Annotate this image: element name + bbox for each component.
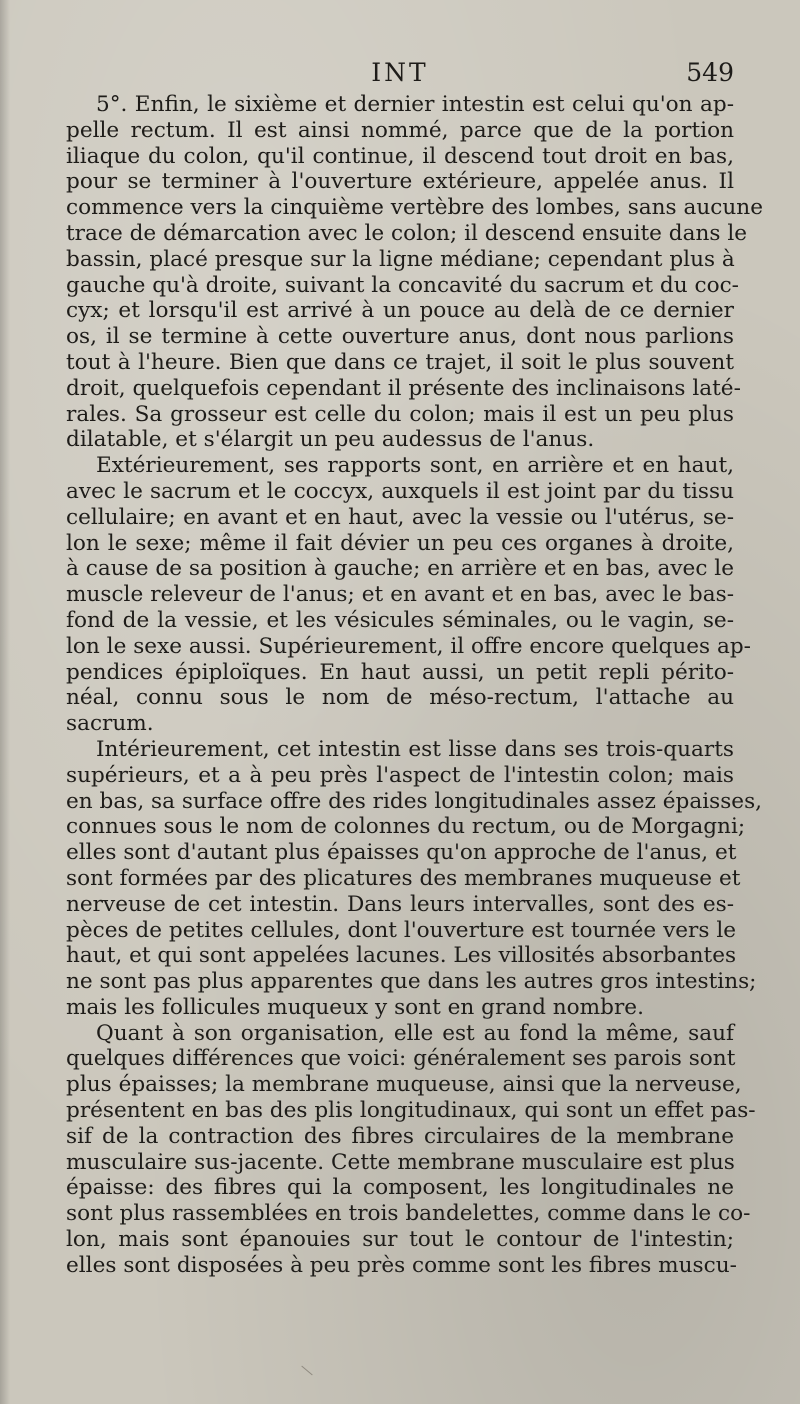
text-line: sacrum. [66,711,154,737]
text-line: Quant à son organisation, elle est au fond la même, sauf [96,1020,734,1046]
text-line: sont plus rassemblées en trois bandelettes, comme dans le co- [66,1201,751,1227]
page-gutter-shadow [0,0,10,1404]
text-line: mais les follicules muqueux y sont en grand nombre. [66,994,644,1020]
text-line: lon, mais sont épanouies sur tout le contour de l'intestin; [66,1227,734,1253]
text-line: tout à l'heure. Bien que dans ce trajet, il soit le plus souvent [66,349,734,375]
text-line: quelques différences que voici: généralement ses parois sont [66,1046,736,1072]
text-line: pour se terminer à l'ouverture extérieure, appelée anus. Il [66,169,734,195]
text-line: supérieurs, et a à peu près l'aspect de l'intestin colon; mais [66,762,734,788]
page-number: 549 [686,58,734,87]
text-line: présentent en bas des plis longitudinaux, qui sont un effet pas- [66,1098,756,1124]
text-line: cyx; et lorsqu'il est arrivé à un pouce au delà de ce dernier [66,298,734,324]
paper-mark [301,1366,312,1376]
text-line: plus épaisses; la membrane muqueuse, ainsi que la nerveuse, [66,1072,742,1098]
text-line: os, il se termine à cette ouverture anus, dont nous parlions [66,324,734,350]
text-line: dilatable, et s'élargit un peu audessus de l'anus. [66,427,595,453]
text-line: connues sous le nom de colonnes du rectum, ou de Morgagni; [66,814,746,840]
text-line: sif de la contraction des fibres circulaires de la membrane [66,1123,734,1149]
text-line: gauche qu'à droite, suivant la concavité du sacrum et du coc- [66,272,739,298]
text-line: droit, quelquefois cependant il présente des inclinaisons laté- [66,375,741,401]
text-line: commence vers la cinquième vertèbre des lombes, sans aucune [66,195,763,221]
text-line: à cause de sa position à gauche; en arrière et en bas, avec le [66,556,734,582]
running-head-title: INT [371,58,429,87]
text-line: en bas, sa surface offre des rides longitudinales assez épaisses, [66,788,763,814]
text-line: elles sont d'autant plus épaisses qu'on approche de l'anus, et [66,840,737,866]
text-line: lon le sexe; même il fait dévier un peu ces organes à droite, [66,530,734,556]
text-line: lon le sexe aussi. Supérieurement, il offre encore quelques ap- [66,633,751,659]
text-line: 5°. Enfin, le sixième et dernier intestin est celui qu'on ap- [96,92,734,117]
text-line: elles sont disposées à peu près comme sont les fibres muscu- [66,1252,737,1278]
text-line: Extérieurement, ses rapports sont, en arrière et en haut, [96,453,734,479]
text-line: pèces de petites cellules, dont l'ouverture est tournée vers le [66,917,737,943]
text-line: nerveuse de cet intestin. Dans leurs intervalles, sont des es- [66,891,734,917]
text-line: trace de démarcation avec le colon; il descend ensuite dans le [66,220,748,246]
text-line: pelle rectum. Il est ainsi nommé, parce que de la portion [66,117,734,143]
text-line: haut, et qui sont appelées lacunes. Les villosités absorbantes [66,943,737,969]
text-line: musculaire sus-jacente. Cette membrane musculaire est plus [66,1149,735,1175]
text-line: sont formées par des plicatures des membranes muqueuse et [66,865,741,891]
text-line: rales. Sa grosseur est celle du colon; mais il est un peu plus [66,401,734,427]
text-line: cellulaire; en avant et en haut, avec la vessie ou l'utérus, se- [66,504,734,530]
text-line: néal, connu sous le nom de méso-rectum, l'attache au [66,685,734,711]
text-line: pendices épiploïques. En haut aussi, un petit repli périto- [66,659,734,685]
text-line: avec le sacrum et le coccyx, auxquels il est joint par du tissu [66,478,734,504]
text-line: iliaque du colon, qu'il continue, il descend tout droit en bas, [66,143,734,169]
text-line: ne sont pas plus apparentes que dans les autres gros intestins; [66,969,757,995]
text-line: muscle releveur de l'anus; et en avant et en bas, avec le bas- [66,582,734,608]
text-line: épaisse: des fibres qui la composent, les longitudinales ne [66,1175,734,1201]
text-line: bassin, placé presque sur la ligne médiane; cependant plus à [66,246,735,272]
text-line: Intérieurement, cet intestin est lisse dans ses trois-quarts [96,736,734,762]
text-line: fond de la vessie, et les vésicules séminales, ou le vagin, se- [66,607,734,633]
body-text [66,92,763,1279]
running-head [66,58,734,94]
